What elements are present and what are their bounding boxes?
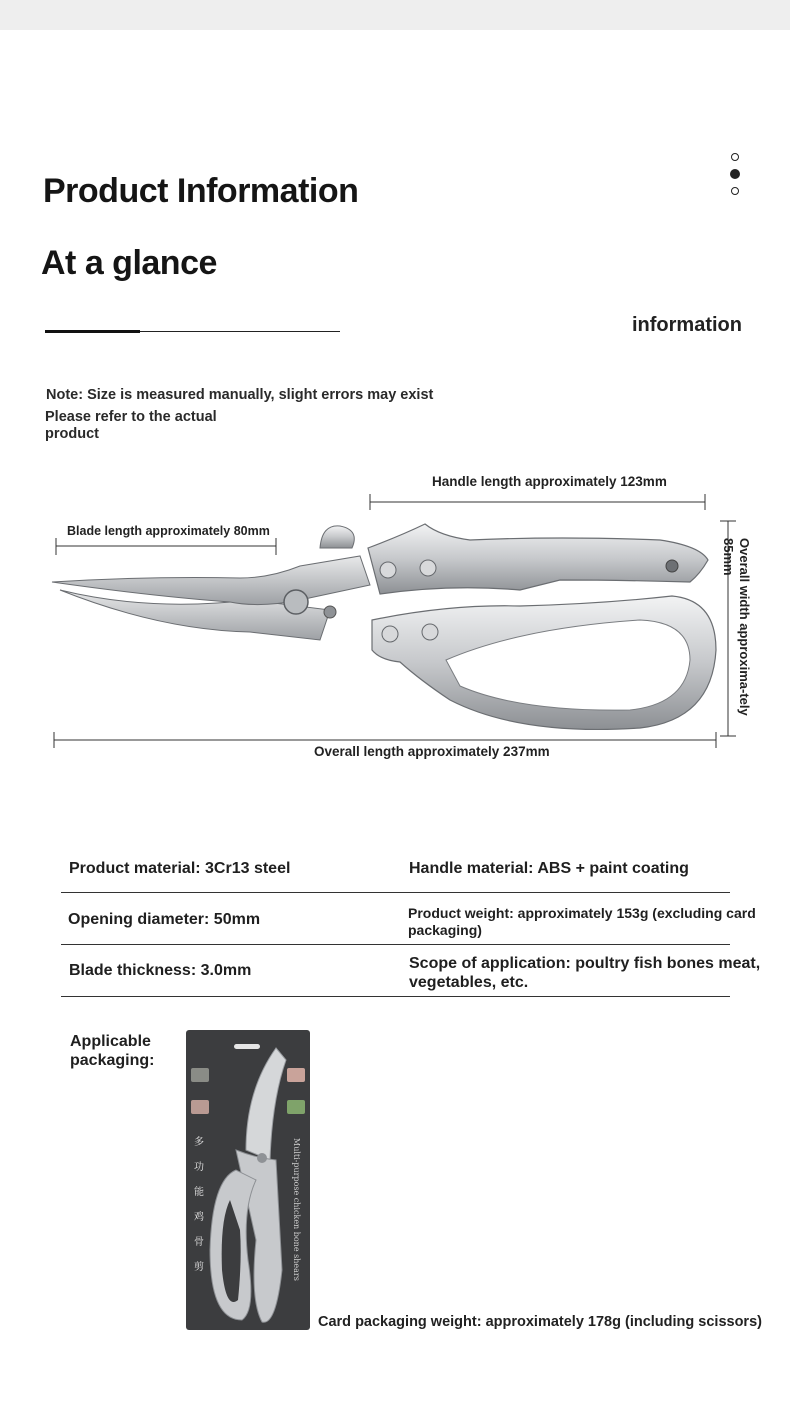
spec-opening-diameter: Opening diameter: 50mm: [68, 911, 261, 928]
blade-length-line: [56, 538, 276, 555]
overall-length-label: Overall length approximately 237mm: [314, 744, 550, 759]
blade-length-label: Blade length approximately 80mm: [67, 524, 270, 538]
svg-text:功: 功: [194, 1162, 204, 1173]
page-title: Product Information: [43, 172, 359, 210]
table-row: [61, 893, 756, 945]
page-subtitle: At a glance: [41, 244, 217, 282]
package-card-image: [186, 1030, 312, 1340]
card-packaging-weight: Card packaging weight: approximately 178g (including scissors): [318, 1314, 762, 1330]
spec-scope: Scope of application: poultry fish bones meat, vegetables, etc.: [409, 955, 761, 991]
svg-text:剪: 剪: [194, 1262, 204, 1273]
top-bar: [0, 0, 790, 30]
table-row: [61, 945, 761, 997]
spec-handle-material: Handle material: ABS + paint coating: [409, 860, 689, 877]
carousel-dot-3[interactable]: [731, 187, 739, 195]
upper-handle: [368, 524, 708, 594]
pivot-screw: [284, 590, 308, 614]
spec-material: Product material: 3Cr13 steel: [69, 860, 291, 877]
svg-text:骨: 骨: [194, 1237, 204, 1248]
reference-note: Please refer to the actual product: [45, 409, 217, 442]
measurement-note: Note: Size is measured manually, slight errors may exist: [46, 387, 434, 403]
handle-length-label: Handle length approximately 123mm: [432, 474, 667, 489]
spec-product-weight: Product weight: approximately 153g (excluding card packaging): [408, 905, 756, 938]
spec-blade-thickness: Blade thickness: 3.0mm: [69, 962, 252, 979]
svg-text:能: 能: [194, 1187, 204, 1198]
carousel-dot-2-active[interactable]: [730, 169, 740, 179]
section-label: information: [632, 314, 742, 336]
table-row: [61, 845, 730, 893]
title-divider-accent: [45, 330, 140, 333]
opener-tab: [320, 526, 354, 548]
overall-width-label: Overall width approxima-tely 85mm: [721, 538, 752, 716]
svg-text:多: 多: [194, 1137, 204, 1148]
svg-text:鸡: 鸡: [194, 1212, 204, 1223]
handle-length-line: [370, 494, 705, 510]
upper-blade: [52, 556, 370, 605]
carousel-dot-1[interactable]: [731, 153, 739, 161]
spec-table: [61, 845, 761, 997]
packaging-label: Applicable packaging:: [70, 1033, 155, 1069]
card-english-text: Multi-purpose chicken bone shears: [292, 1138, 301, 1281]
carousel-indicator: [730, 153, 742, 203]
scissors-diagram: [0, 470, 790, 770]
